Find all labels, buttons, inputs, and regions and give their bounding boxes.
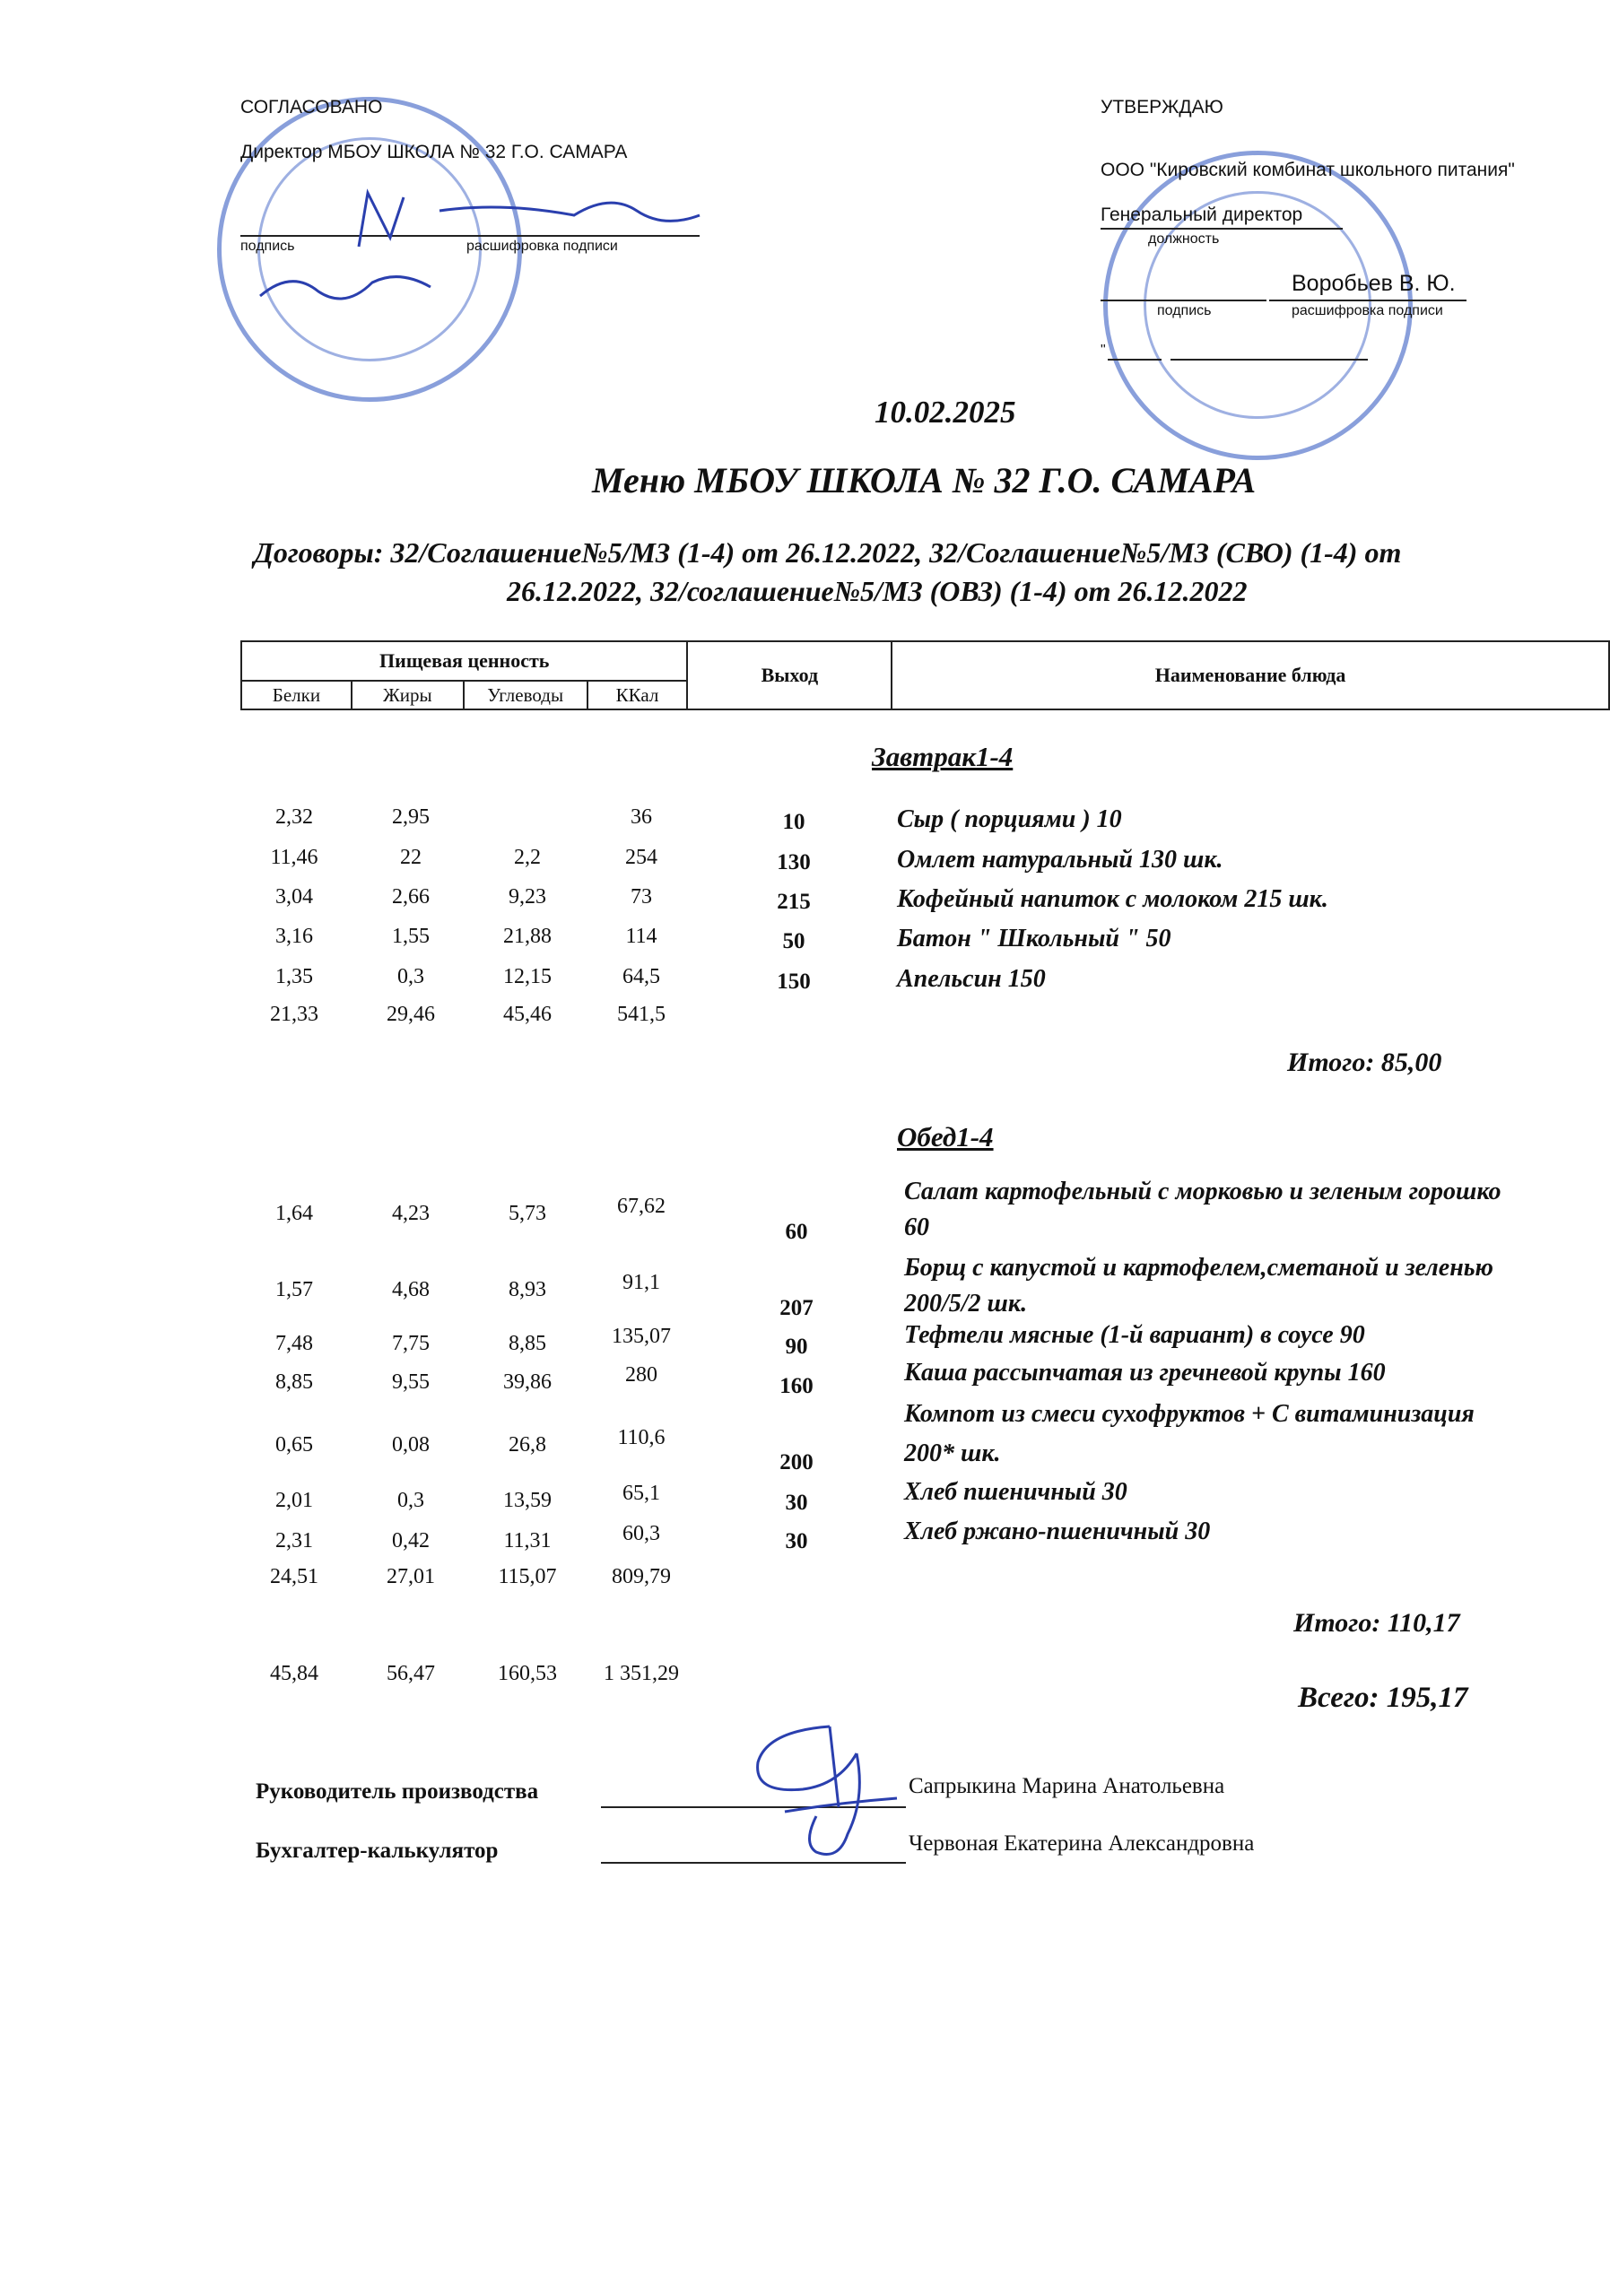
header-fats: Жиры <box>352 681 464 709</box>
approval-right-sign-line <box>1101 300 1266 301</box>
breakfast-kcal: 64,5 <box>622 965 660 988</box>
lunch-dish-name-continued: 60 <box>904 1213 929 1241</box>
breakfast-carbs: 12,15 <box>503 965 552 988</box>
lunch-fats: 0,3 <box>397 1489 424 1512</box>
lunch-sum-carbs: 115,07 <box>498 1565 557 1588</box>
lunch-carbs: 13,59 <box>503 1489 552 1512</box>
breakfast-dish-name: Сыр ( порциями ) 10 <box>897 805 1122 833</box>
breakfast-sum-carbs: 45,46 <box>503 1003 552 1026</box>
lunch-fats: 7,75 <box>392 1332 430 1355</box>
breakfast-proteins: 1,35 <box>275 965 313 988</box>
breakfast-sum-kcal: 541,5 <box>617 1003 666 1026</box>
lunch-dish-name: Хлеб ржано-пшеничный 30 <box>904 1518 1211 1545</box>
lunch-carbs: 5,73 <box>509 1202 546 1225</box>
page-title: Меню МБОУ ШКОЛА № 32 Г.О. САМАРА <box>592 460 1257 500</box>
menu-date: 10.02.2025 <box>875 395 1016 430</box>
breakfast-fats: 22 <box>400 846 422 869</box>
approval-right-company: ООО "Кировский комбинат школьного питания" <box>1101 160 1515 180</box>
breakfast-fats: 2,95 <box>392 805 430 829</box>
grand-proteins: 45,84 <box>270 1662 318 1685</box>
menu-table-header <box>240 640 1610 710</box>
lunch-dish-name: Хлеб пшеничный 30 <box>904 1478 1127 1506</box>
grand-fats: 56,47 <box>387 1662 435 1685</box>
breakfast-output: 10 <box>782 810 805 834</box>
header-nutrition: Пищевая ценность <box>241 641 687 681</box>
breakfast-total: Итого: 85,00 <box>1287 1048 1442 1077</box>
lunch-sum-proteins: 24,51 <box>270 1565 318 1588</box>
grand-kcal: 1 351,29 <box>604 1662 679 1685</box>
lunch-output: 160 <box>779 1374 814 1398</box>
breakfast-kcal: 36 <box>631 805 652 829</box>
director-date-handwritten <box>256 260 435 314</box>
approval-right-date-quote: " <box>1101 343 1106 358</box>
lunch-kcal: 65,1 <box>622 1482 660 1505</box>
breakfast-sum-proteins: 21,33 <box>270 1003 318 1026</box>
lunch-kcal: 280 <box>625 1363 657 1387</box>
breakfast-kcal: 73 <box>631 885 652 909</box>
breakfast-dish-name: Омлет натуральный 130 шк. <box>897 846 1223 874</box>
approval-right-name: Воробьев В. Ю. <box>1292 271 1456 296</box>
approval-right-decode-label: расшифровка подписи <box>1292 303 1443 318</box>
header-proteins: Белки <box>241 681 352 709</box>
lunch-kcal: 91,1 <box>622 1271 660 1294</box>
breakfast-proteins: 11,46 <box>270 846 318 869</box>
lunch-carbs: 26,8 <box>509 1433 546 1457</box>
signature-role-1: Руководитель производства <box>256 1779 539 1804</box>
contracts-line-2: 26.12.2022, 32/соглашение№5/МЗ (ОВЗ) (1-4) от 26.12.2022 <box>507 575 1248 607</box>
breakfast-dish-name: Батон " Школьный " 50 <box>897 925 1171 952</box>
lunch-fats: 4,68 <box>392 1278 430 1301</box>
lunch-kcal: 110,6 <box>617 1426 666 1449</box>
contracts-line-1: Договоры: 32/Соглашение№5/МЗ (1-4) от 26.12.2022, 32/Соглашение№5/МЗ (СВО) (1-4) от <box>254 536 1402 569</box>
breakfast-sum-fats: 29,46 <box>387 1003 435 1026</box>
lunch-fats: 0,42 <box>392 1529 430 1552</box>
approval-left-position: Директор МБОУ ШКОЛА № 32 Г.О. САМАРА <box>240 142 628 162</box>
breakfast-fats: 2,66 <box>392 885 430 909</box>
lunch-dish-name-continued: 200* шк. <box>904 1439 1001 1467</box>
breakfast-carbs: 2,2 <box>514 846 541 869</box>
grand-total: Всего: 195,17 <box>1298 1682 1468 1714</box>
header-dish: Наименование блюда <box>892 641 1609 709</box>
lunch-dish-name: Тефтели мясные (1-й вариант) в соусе 90 <box>904 1321 1365 1349</box>
lunch-dish-name: Салат картофельный с морковью и зеленым горошко <box>904 1178 1501 1205</box>
signature-name-2: Червоная Екатерина Александровна <box>909 1831 1255 1856</box>
lunch-fats: 4,23 <box>392 1202 430 1225</box>
breakfast-kcal: 114 <box>625 925 657 948</box>
header-output: Выход <box>687 641 892 709</box>
lunch-total: Итого: 110,17 <box>1293 1608 1460 1638</box>
lunch-carbs: 39,86 <box>503 1370 552 1394</box>
lunch-proteins: 1,57 <box>275 1278 313 1301</box>
lunch-output: 200 <box>779 1450 814 1474</box>
lunch-proteins: 0,65 <box>275 1433 313 1457</box>
breakfast-output: 50 <box>782 929 805 953</box>
approval-left-sign-label: подпись <box>240 239 295 254</box>
lunch-output: 30 <box>785 1491 808 1515</box>
approval-right-date-line <box>1108 359 1162 361</box>
lunch-dish-name: Борщ с капустой и картофелем,сметаной и зеленью <box>904 1254 1493 1282</box>
section-lunch-title: Обед1-4 <box>897 1121 994 1152</box>
breakfast-output: 215 <box>777 890 811 914</box>
lunch-proteins: 2,31 <box>275 1529 313 1552</box>
handwritten-signature <box>731 1709 910 1870</box>
approval-right-position: Генеральный директор <box>1101 204 1303 225</box>
breakfast-dish-name: Апельсин 150 <box>897 965 1046 993</box>
breakfast-carbs: 21,88 <box>503 925 552 948</box>
lunch-kcal: 67,62 <box>617 1195 666 1218</box>
breakfast-proteins: 2,32 <box>275 805 313 829</box>
approval-right-position-label: должность <box>1148 231 1220 247</box>
breakfast-kcal: 254 <box>625 846 657 869</box>
section-breakfast-title: Завтрак1-4 <box>872 741 1014 772</box>
approval-left-heading: СОГЛАСОВАНО <box>240 97 383 117</box>
approval-left-decode-label: расшифровка подписи <box>466 239 618 254</box>
lunch-fats: 9,55 <box>392 1370 430 1394</box>
approval-right-position-line <box>1101 228 1343 230</box>
lunch-carbs: 8,85 <box>509 1332 546 1355</box>
lunch-output: 90 <box>785 1335 808 1359</box>
breakfast-output: 150 <box>777 970 811 994</box>
lunch-sum-kcal: 809,79 <box>612 1565 671 1588</box>
lunch-kcal: 135,07 <box>612 1325 671 1348</box>
approval-right-name-line <box>1269 300 1466 301</box>
lunch-carbs: 11,31 <box>503 1529 552 1552</box>
breakfast-proteins: 3,04 <box>275 885 313 909</box>
header-kcal: ККал <box>587 681 688 709</box>
approval-right-sign-label: подпись <box>1157 303 1212 318</box>
breakfast-output: 130 <box>777 850 811 874</box>
lunch-carbs: 8,93 <box>509 1278 546 1301</box>
lunch-dish-name: Компот из смеси сухофруктов + С витаминизация <box>904 1400 1475 1428</box>
approval-right-heading: УТВЕРЖДАЮ <box>1101 97 1223 117</box>
lunch-fats: 0,08 <box>392 1433 430 1457</box>
signature-role-2: Бухгалтер-калькулятор <box>256 1839 499 1863</box>
breakfast-dish-name: Кофейный напиток с молоком 215 шк. <box>897 885 1328 913</box>
approval-right-date-line-2 <box>1171 359 1368 361</box>
lunch-output: 207 <box>779 1296 814 1320</box>
lunch-proteins: 2,01 <box>275 1489 313 1512</box>
header-carbs: Углеводы <box>464 681 587 709</box>
lunch-proteins: 7,48 <box>275 1332 313 1355</box>
lunch-kcal: 60,3 <box>622 1522 660 1545</box>
lunch-output: 60 <box>785 1220 808 1244</box>
lunch-sum-fats: 27,01 <box>387 1565 435 1588</box>
breakfast-fats: 1,55 <box>392 925 430 948</box>
signature-name-1: Сапрыкина Марина Анатольевна <box>909 1774 1225 1798</box>
lunch-dish-name-continued: 200/5/2 шк. <box>904 1290 1028 1318</box>
grand-carbs: 160,53 <box>498 1662 557 1685</box>
breakfast-carbs: 9,23 <box>509 885 546 909</box>
breakfast-proteins: 3,16 <box>275 925 313 948</box>
lunch-dish-name: Каша рассыпчатая из гречневой крупы 160 <box>904 1359 1386 1387</box>
lunch-output: 30 <box>785 1529 808 1553</box>
lunch-proteins: 1,64 <box>275 1202 313 1225</box>
breakfast-fats: 0,3 <box>397 965 424 988</box>
lunch-proteins: 8,85 <box>275 1370 313 1394</box>
